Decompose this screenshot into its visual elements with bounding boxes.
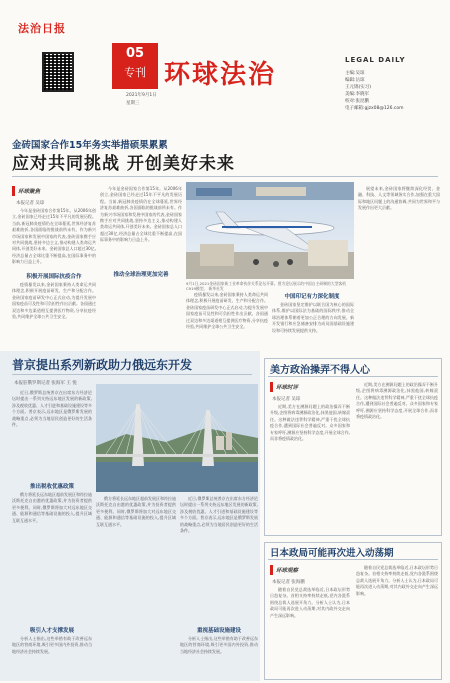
editor-line: 美编:李晓军 xyxy=(345,92,370,97)
putin-text-col2: 俄方将延长远东地区超前发展区和符拉迪沃斯托克自由港的优惠政策,并为投资者提供更多便利。同时,俄罗斯将加大对远东地区交通、能源和通信等基础设施的投入,提升区域互联互通水平。 xyxy=(96,496,176,527)
lead-subhead-1: 积极开展国际抗疫合作 xyxy=(26,274,82,280)
us-headline: 美方政治操弄不得人心 xyxy=(270,365,370,376)
section-number: 05 xyxy=(125,46,145,61)
divider xyxy=(12,176,438,177)
putin-byline: 本报驻俄罗斯记者 张海军 王 悦 xyxy=(14,381,77,386)
column-mark-icon xyxy=(270,382,273,392)
editor-line: 编辑:岳琼 xyxy=(345,78,365,83)
japan-text-col1: 随着自民党总裁选举临近,日本政坛形势日趋复杂。首相支持率持续走低,党内各派系围绕总裁人选展开角力。分析人士认为,日本政局可能再次进入动荡期,对其内政外交走向产生深远影响。 xyxy=(270,587,350,618)
column-label-text: 环球时评 xyxy=(276,385,299,391)
section-label: 专刊 xyxy=(124,66,146,79)
lead-text-col1: 今年是金砖国家合作第15年。从2006年创立,金砖国家已经走过15年不平凡的发展历程。当前,新冠肺炎疫情仍在全球蔓延,世界经济复苏艰难曲折,各国面临的挑战前所未有。作为新兴市场国家和发展中国家的代表,金砖国家携手应对共同挑战,坚持多边主义,推动构建人类命运共同体,开创美好未来。金砖国家总人口超过30亿,经济总量占全球比重不断提高,在国际事务中的影响力日益上升。 xyxy=(12,208,96,265)
lead-text-col5: 展望未来,金砖国家将继续深化经贸、金融、科技、人文等领域务实合作,加强在重大国际和地区问题上的沟通协调,共同为世界和平与发展作出更大贡献。 xyxy=(358,186,440,211)
editor-line: 王元锦(实习) xyxy=(345,85,372,90)
japan-headline: 日本政局可能再次进入动荡期 xyxy=(270,548,394,559)
putin-text-col1: 近日,俄罗斯总统普京在出席东方经济论坛时提出一系列支持远东地区发展的新政策,涉及税收优惠、人才引进和基础设施建设等多个方面。普京表示,远东地区是俄罗斯发展的战略重点,必须为当地居民创造更好的生活条件。 xyxy=(12,390,92,428)
putin-text-col1c: 分析人士指出,这些举措有助于改善远东地区的营商环境,吸引更多国内外投资,推动当地经济社会持续发展。 xyxy=(12,636,92,654)
us-text-col2: 近期,美方在溯源问题上的政治操弄不断升级,企图将病毒溯源政治化,抹黑他国,转嫁责任。这种做法违背科学精神,严重干扰全球抗疫合作,遭到国际社会普遍反对。众多国家和专家呼吁,溯源应坚持科学态度,开展全球合作,而非将疫情政治化。 xyxy=(356,382,438,420)
japan-byline: 本报记者 张海鹏 xyxy=(272,580,305,585)
lead-text-col1b: 疫情暴发以来,金砖国家秉持人类命运共同体理念,积极开展疫苗研发、生产和分配合作。金砖国家疫苗研发中心正式启动,为提升发展中国家疫苗可及性和可负担性作出贡献。各国通过双边和多边渠道相互提供医疗物资,分享抗疫经验,共同维护全球公共卫生安全。 xyxy=(12,282,96,320)
lead-headline: 应对共同挑战 开创美好未来 xyxy=(12,154,235,174)
editor-line: 校对:张昆鹏 xyxy=(345,99,370,104)
column-label-text: 环球聚焦 xyxy=(18,189,41,195)
publish-weekday: 星期三 xyxy=(126,101,140,106)
putin-headline: 普京提出系列新政助力俄远东开发 xyxy=(12,358,193,372)
column-label-text: 环球观察 xyxy=(276,568,299,574)
us-text-col1: 近期,美方在溯源问题上的政治操弄不断升级,企图将病毒溯源政治化,抹黑他国,转嫁责任。这种做法违背科学精神,严重干扰全球抗疫合作,遭到国际社会普遍反对。众多国家和专家呼吁,溯源应坚持科学态度,开展全球合作,而非将疫情政治化。 xyxy=(270,404,350,442)
qr-code-icon xyxy=(42,52,74,92)
putin-subhead-3: 重视基础设施建设 xyxy=(196,628,241,634)
section-tag xyxy=(112,43,158,89)
section-title: 环球法治 xyxy=(164,60,277,90)
putin-subhead-1: 推出税收优惠政策 xyxy=(29,484,74,490)
airshow-illustration xyxy=(186,182,354,279)
bridge-illustration xyxy=(96,384,258,492)
lead-text-col2: 今年是金砖国家合作第15年。从2006年创立,金砖国家已经走过15年不平凡的发展历程。当前,新冠肺炎疫情仍在全球蔓延,世界经济复苏艰难曲折,各国面临的挑战前所未有。作为新兴市场国家和发展中国家的代表,金砖国家携手应对共同挑战,坚持多边主义,推动构建人类命运共同体,开创美好未来。金砖国家总人口超过30亿,经济总量占全球比重不断提高,在国际事务中的影响力日益上升。 xyxy=(100,186,182,243)
lead-text-col3: 疫情暴发以来,金砖国家秉持人类命运共同体理念,积极开展疫苗研发、生产和分配合作。金砖国家疫苗研发中心正式启动,为提升发展中国家疫苗可及性和可负担性作出贡献。各国通过双边和多边渠道相互提供医疗物资,分享抗疫经验,共同维护全球公共卫生安全。 xyxy=(186,292,268,330)
column-mark-icon xyxy=(12,186,15,196)
lead-subhead-2: 推动全球治理更加完善 xyxy=(113,272,169,278)
editor-line: 电子邮箱:gjzx08@126.com xyxy=(345,106,404,111)
airshow-photo xyxy=(186,182,354,279)
putin-text-col1b: 俄方将延长远东地区超前发展区和符拉迪沃斯托克自由港的优惠政策,并为投资者提供更多便利。同时,俄罗斯将加大对远东地区交通、能源和通信等基础设施的投入,提升区域互联互通水平。 xyxy=(12,492,92,523)
legal-daily-wordmark: LEGAL DAILY xyxy=(345,56,406,64)
us-byline: 本报记者 吴琼 xyxy=(272,397,301,402)
divider xyxy=(268,376,438,377)
editor-credits xyxy=(345,70,445,112)
lead-kicker: 金砖国家合作15年务实举措硕果累累 xyxy=(12,140,168,151)
divider xyxy=(12,374,252,375)
editor-line: 主编:吴琼 xyxy=(345,71,365,76)
lead-subhead-3: 中国印记有力深化制度 xyxy=(284,294,340,300)
us-column-label xyxy=(270,382,298,392)
japan-column-label xyxy=(270,565,298,575)
airshow-caption: 9月1日,2021金砖国家新工业革命伙伴关系论坛开幕。图为论坛展示的中国自主研制的大型客机C919模型。 新华社发 xyxy=(186,281,346,291)
bridge-photo xyxy=(96,384,258,492)
lead-byline: 本报记者 吴琼 xyxy=(16,201,45,206)
publish-date: 2021年9月1日 xyxy=(126,93,157,98)
putin-subhead-2: 吸引人才支撑发展 xyxy=(29,628,74,634)
divider xyxy=(268,559,438,560)
lead-text-col4: 金砖国家坚定维护以联合国为核心的国际体系,维护以国际法为基础的国际秩序,推动全球治理体系朝着更加公正合理的方向发展。新开发银行和应急储备安排为成员国基础设施建设和可持续发展提供支持。 xyxy=(272,302,354,333)
masthead xyxy=(0,0,450,135)
column-label xyxy=(12,186,40,196)
column-mark-icon xyxy=(270,565,273,575)
putin-text-col3: 近日,俄罗斯总统普京在出席东方经济论坛时提出一系列支持远东地区发展的新政策,涉及税收优惠、人才引进和基础设施建设等多个方面。普京表示,远东地区是俄罗斯发展的战略重点,必须为当地居民创造更好的生活条件。 xyxy=(180,496,258,534)
putin-text-col3b: 分析人士指出,这些举措有助于改善远东地区的营商环境,吸引更多国内外投资,推动当地经济社会持续发展。 xyxy=(180,636,258,654)
japan-text-col2: 随着自民党总裁选举临近,日本政坛形势日趋复杂。首相支持率持续走低,党内各派系围绕总裁人选展开角力。分析人士认为,日本政局可能再次进入动荡期,对其内政外交走向产生深远影响。 xyxy=(356,565,438,596)
newspaper-logo: 法治日报 xyxy=(18,22,66,35)
